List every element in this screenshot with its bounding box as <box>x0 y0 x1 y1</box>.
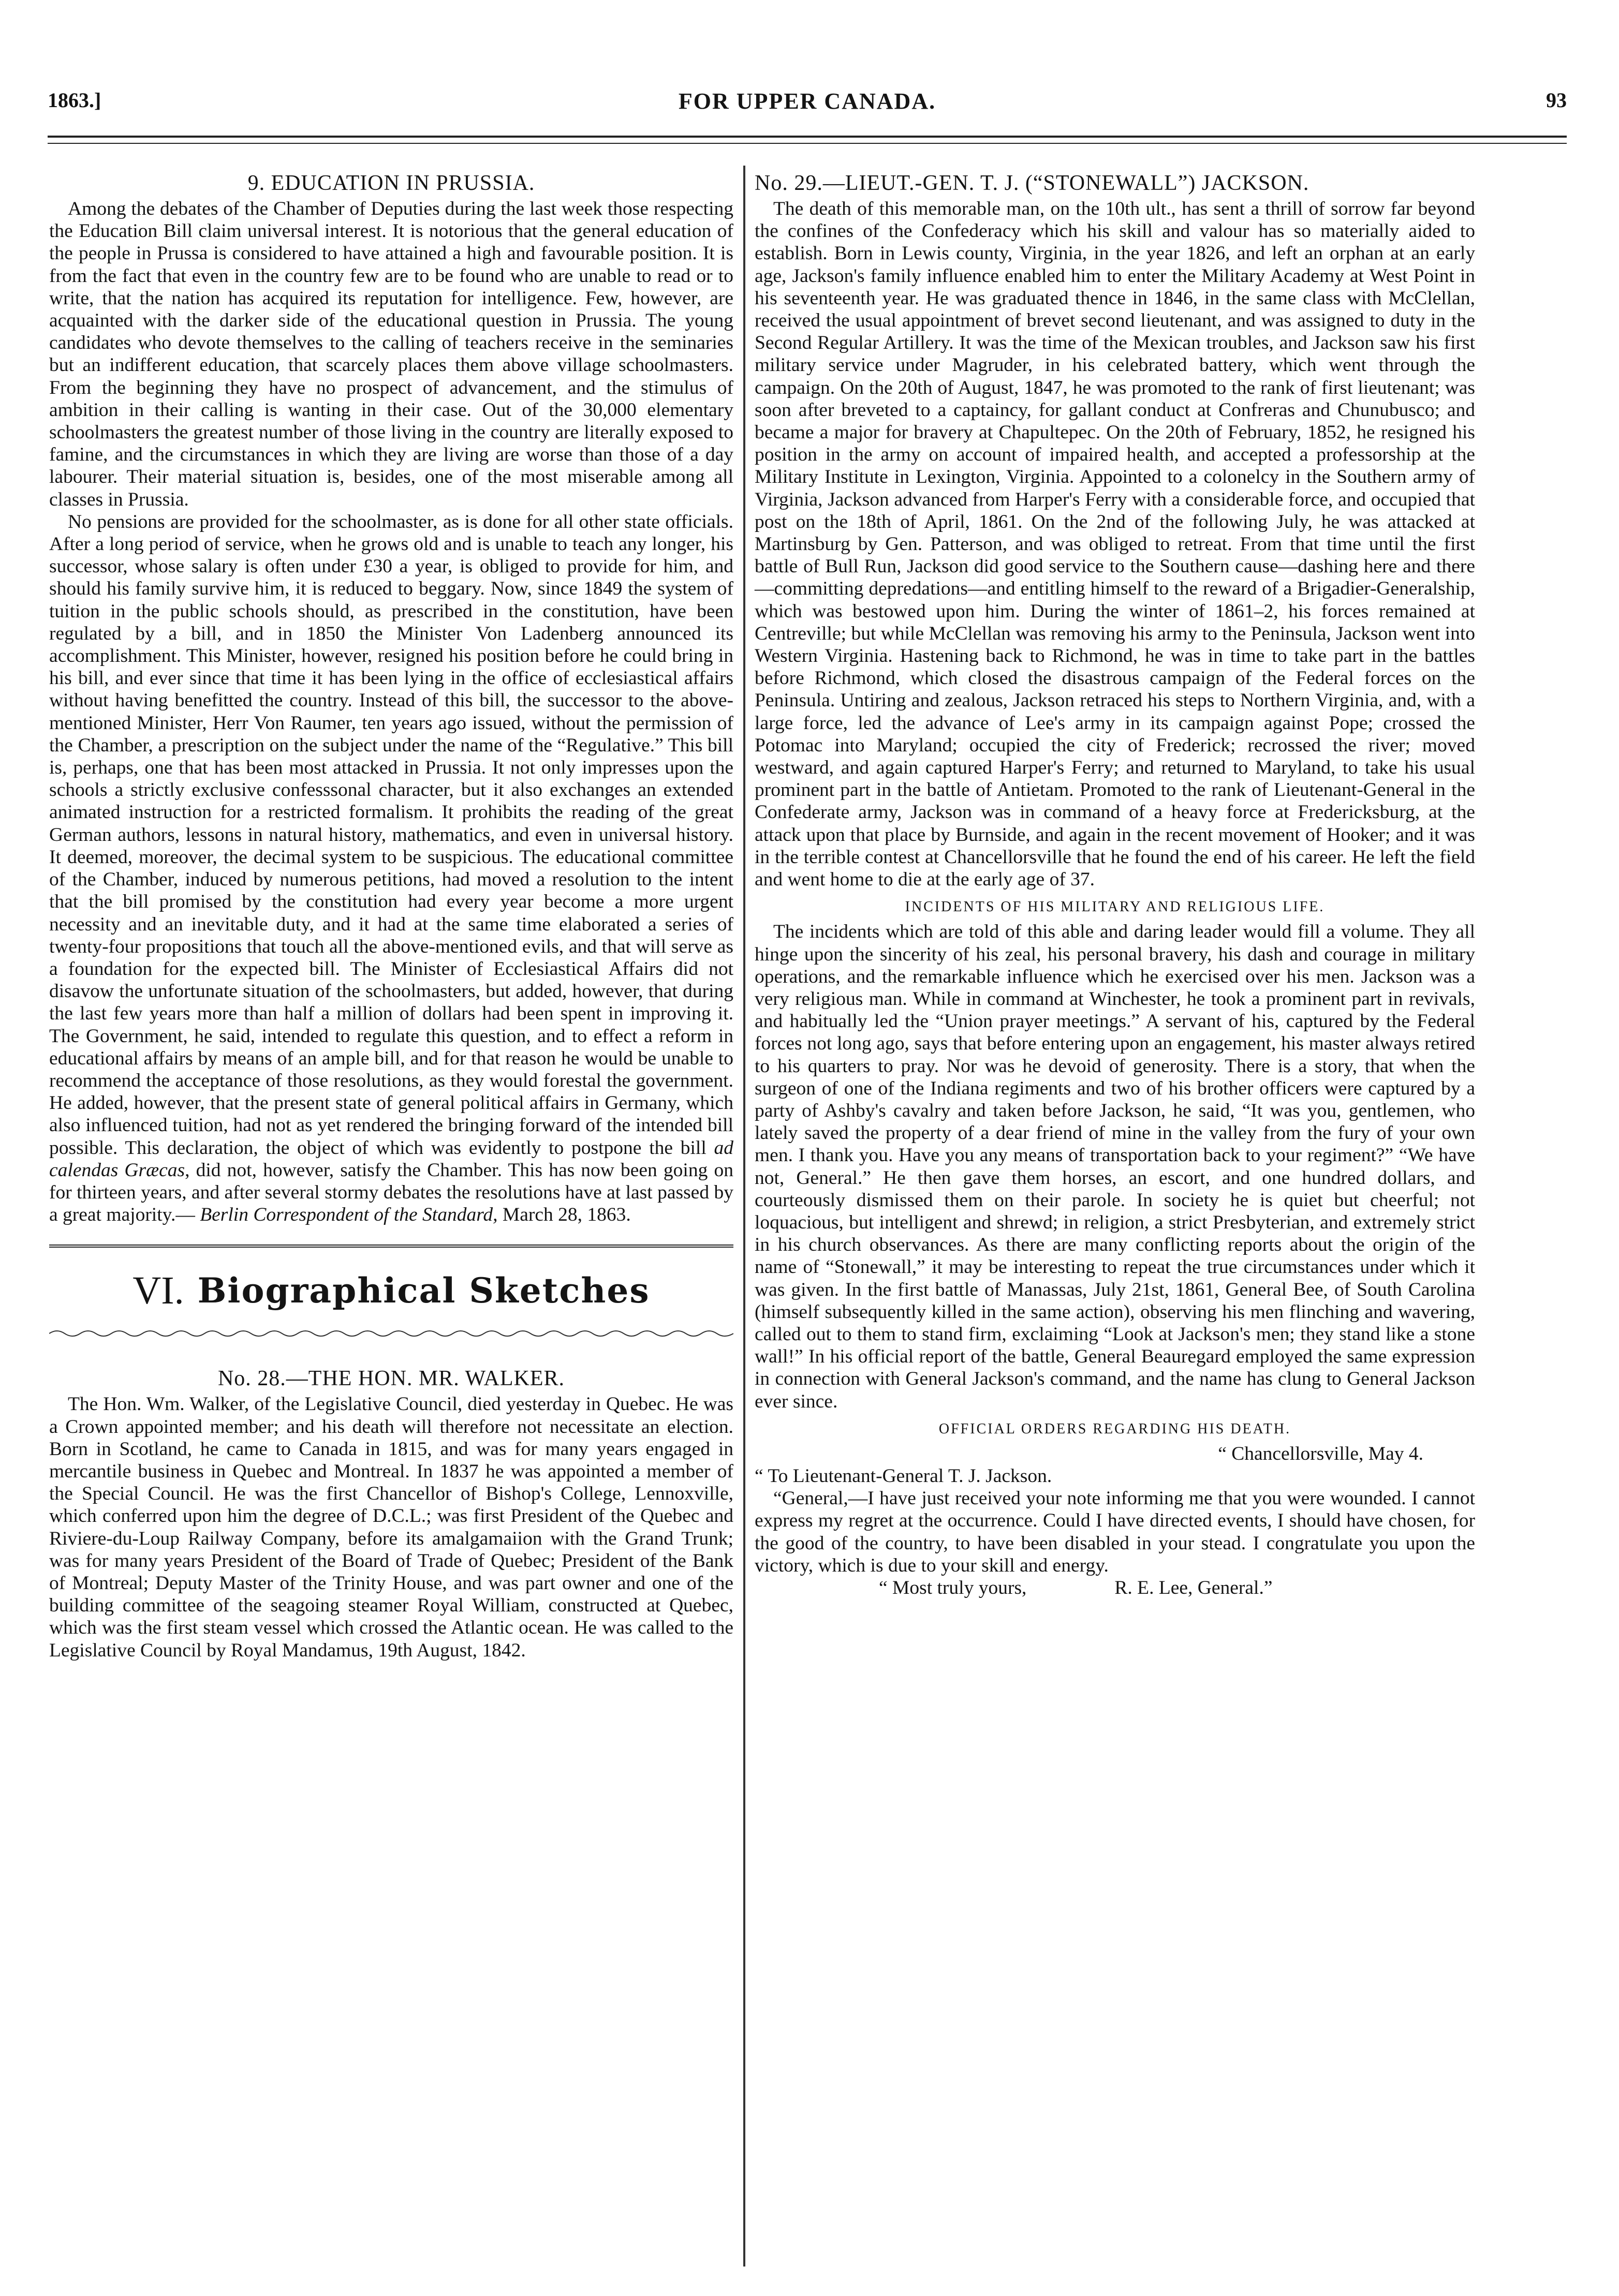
right-column <box>755 171 1475 1599</box>
article-paragraph <box>49 511 733 1226</box>
running-head-year: 1863.] <box>48 88 101 112</box>
wavy-rule <box>49 1327 733 1340</box>
article-heading-walker: No. 28.—THE HON. MR. WALKER. <box>217 1367 565 1391</box>
paragraph-text: No pensions are provided for the schoolmaster, as is done for all other state officials. After a long period of service, when he grows old and is unable to teach any longer, his successor, whose salary is often under £30 a year, is obliged to provide for him, and should his family survive him, it is reduced to beggary. Now, since 1849 the system of tuition in the public schools should, as prescribed in the constitution, have been regulated by a bill, and in 1850 the Minister Von Ladenberg announced its accomplishment. This Minister, however, resigned his position before he could bring in his bill, and ever since that time it has been lying in the office of ecclesiastical affairs without having benefitted the country. Instead of this bill, the successor to the above-mentioned Minister, Herr Von Raumer, ten years ago issued, without the permission of the Chamber, a prescription on the subject under the name of the “Regulative.” This bill is, perhaps, one that has been most attacked in Prussia. It not only impresses upon the schools a strictly exclusive confesssonal character, but it also exchanges an extended animated instruction for a restricted formalism. It prohibits the reading of the great German authors, lessons in natural history, mathematics, and even in universal history. It deemed, moreover, the decimal system to be suspicious. The educational committee of the Chamber, induced by numerous petitions, had moved a resolution to the intent that the bill promised by the constitution had every year become a more urgent necessity and an inevitable duty, and it had at the same time elaborated a series of twenty-four propositions that touch all the above-mentioned evils, and that will serve as a foundation for the expected bill. The Minister of Ecclesiastical Affairs did not disavow the unfortunate situation of the schoolmasters, but added, however, that during the last few years more than half a million of dollars had been spent in improving it. The Government, he said, intended to regulate this question, and to effect a reform in educational affairs by means of an ample bill, and for that reason he would be unable to recommend the acceptance of those resolutions, as they would forestal the government. He added, however, that the present state of general political affairs in Germany, which also influenced tuition, had not as yet rendered the bringing forward of the intended bill possible. This declaration, the object of which was evidently to postpone the bill <box>49 511 733 1159</box>
part-number: VI. <box>133 1268 184 1312</box>
left-column <box>49 171 733 1662</box>
article-paragraph: The death of this memorable man, on the 10th ult., has sent a thrill of sorrow far beyond the confines of the Confederacy which his skill and valour has so materially aided to establish. Born in Lewis county, Virginia, in the year 1826, and left an orphan at an early age, Jackson's family influence enabled him to enter the Military Academy at West Point in his seventeenth year. He was graduated thence in 1846, in the same class with McClellan, received the usual appointment of brevet second lieutenant, and was assigned to duty in the Second Regular Artillery. It was the time of the Mexican troubles, and Jackson saw his first military service under Magruder, in his celebrated battery, which went through the campaign. On the 20th of August, 1847, he was promoted to the rank of first lieutenant; was soon after breveted to a captaincy, for gallant conduct at Confreras and Chunubusco; and became a major for bravery at Chapultepec. On the 20th of February, 1852, he resigned his position in the army on account of impaired health, and accepted a professorship at the Military Institute in Lexington, Virginia. Appointed to a colonelcy in the Southern army of Virginia, Jackson advanced from Harper's Ferry with a considerable force, and occupied that post on the 18th of April, 1861. On the 2nd of the following July, he was attacked at Martinsburg by Gen. Patterson, and was obliged to retreat. From that time until the first battle of Bull Run, Jackson did good service to the Southern cause—dashing here and there—committing depredations—and entitling himself to the reward of a Brigadier-Generalship, which was bestowed upon him. During the winter of 1861–2, his forces remained at Centreville; but while McClellan was removing his army to the Peninsula, Jackson went into Western Virginia. Hastening back to Richmond, he was in time to take part in the battles before Richmond, which closed the disastrous campaign of the Federal forces on the Peninsula. Untiring and zealous, Jackson retraced his steps to Northern Virginia, and, with a large force, led the advance of Lee's army in its campaign against Pope; crossed the Potomac into Maryland; occupied the city of Frederick; recrossed the river; moved westward, and again captured Harper's Ferry; and returned to Maryland, to take his usual prominent part in the battle of Antietam. Promoted to the rank of Lieutenant-General in the Confederate army, Jackson was in command of a heavy force at Fredericksburg, at the attack upon that place by Burnside, and again in the recent movement of Hooker; and it was in the terrible contest at Chancellorsville that he found the end of his career. He left the field and went home to die at the early age of 37. <box>755 198 1475 891</box>
column-divider <box>743 166 745 2267</box>
source-citation: Berlin Correspondent of the Standard, <box>200 1204 498 1226</box>
citation-date: March 28, 1863. <box>497 1204 631 1226</box>
part-heading <box>49 1267 733 1314</box>
part-title: Biographical Sketches <box>197 1270 650 1311</box>
article-heading-jackson: No. 29.—LIEUT.-GEN. T. J. (“STONEWALL”) JACKSON. <box>755 171 1309 195</box>
subheading-official-orders: OFFICIAL ORDERS REGARDING HIS DEATH. <box>938 1420 1291 1437</box>
letter-dateline: “ Chancellorsville, May 4. <box>1218 1443 1423 1464</box>
running-head-title: FOR UPPER CANADA. <box>678 88 936 114</box>
subheading-incidents: INCIDENTS OF HIS MILITARY AND RELIGIOUS LIFE. <box>905 899 1325 915</box>
running-head <box>48 88 1567 124</box>
paragraph-text: , did not, however, satisfy the Chamber. This has now been going on for thirteen years, and after several stormy debates the resolutions have at last passed by a great majority.— <box>49 1159 733 1226</box>
letter-signature <box>755 1577 1475 1599</box>
section-separator <box>49 1245 733 1248</box>
article-paragraph: Among the debates of the Chamber of Deputies during the last week those respecting the Education Bill claim universal interest. It is notorious that the general education of the people in Prussa is considered to have attained a high and favourable position. It is from the fact that even in the country few are to be found who are unable to read or to write, that the nation has acquired its reputation for intelligence. Few, however, are acquainted with the darker side of the educational question in Prussia. The young candidates who devote themselves to the calling of teachers receive in the seminaries but an indifferent education, that scarcely places them above village schoolmasters. From the beginning they have no prospect of advancement, and the stimulus of ambition in their calling is wanting in their case. Out of the 30,000 elementary schoolmasters the greatest number of those living in the country are literally exposed to famine, and the circumstances in which they are living are worse than those of a day labourer. Their material situation is, besides, one of the most miserable among all classes in Prussia. <box>49 198 733 510</box>
letter-salutation: “ To Lieutenant-General T. J. Jackson. <box>755 1465 1052 1487</box>
letter-body: “General,—I have just received your note informing me that you were wounded. I cannot express my regret at the occurrence. Could I have directed events, I should have chosen, for the good of the country, to have been disabled in your stead. I congratulate you upon the victory, which is due to your skill and energy. <box>755 1488 1475 1576</box>
header-rule-top <box>48 136 1567 138</box>
letter-signoff: “ Most truly yours, <box>879 1577 1027 1598</box>
article-paragraph: The incidents which are told of this able and daring leader would fill a volume. They all hinge upon the sincerity of his zeal, his personal bravery, his dash and courage in military operations, and the remarkable influence which he exercised over his men. Jackson was a very religious man. While in command at Winchester, he took a prominent part in revivals, and habitually led the “Union prayer meetings.” A servant of his, captured by the Federal forces not long ago, says that before entering upon an engagement, his master always retired to his quarters to pray. Nor was he devoid of generosity. There is a story, that when the surgeon of one of the Indiana regiments and two of his brother officers were captured by a party of Ashby's cavalry and taken before Jackson, he said, “It was you, gentlemen, who lately saved the property of a dear friend of mine in the valley from the fury of your own men. I thank you. Have you any means of transportation back to your regiment?” “We have not, General.” He then gave them horses, an escort, and one hundred dollars, and courteously dismissed them on their parole. In society he is quiet but cheerful; not loquacious, but intelligent and shrewd; in religion, a strict Presbyterian, and extremely strict in his church observances. As there are many conflicting reports about the origin of the name of “Stonewall,” it may be interesting to repeat the true circumstances under which it was given. In the first battle of Manassas, July 21st, 1861, General Bee, of South Carolina (himself subsequently killed in the same action), observing his men flinching and wavering, called out to them to stand firm, exclaiming “Look at Jackson's men; they stand like a stone wall!” In his official report of the battle, General Beauregard employed the same expression in connection with General Jackson's command, and the name has clung to General Jackson ever since. <box>755 921 1475 1412</box>
article-heading-education-in-prussia: 9. EDUCATION IN PRUSSIA. <box>247 171 535 195</box>
letter-signer: R. E. Lee, General.” <box>1114 1577 1273 1598</box>
latin-phrase: ad calendas Græcas <box>49 1137 734 1181</box>
header-rule-bottom <box>48 143 1567 144</box>
page-number: 93 <box>1546 88 1567 112</box>
article-paragraph: The Hon. Wm. Walker, of the Legislative Council, died yesterday in Quebec. He was a Crown appointed member; and his death will therefore not necessitate an election. Born in Scotland, he came to Canada in 1815, and was for many years engaged in mercantile business in Quebec and Montreal. In 1837 he was appointed a member of the Special Council. He was the first Chancellor of Bishop's College, Lennoxville, which conferred upon him the degree of D.C.L.; was first President of the Quebec and Riviere-du-Loup Railway Company, before its amalgamaiion with the Grand Trunk; was for many years President of the Board of Trade of Quebec; President of the Bank of Montreal; Deputy Master of the Trinity House, and was part owner and one of the building committee of the seagoing steamer Royal William, constructed at Quebec, which was the first steam vessel which crossed the Atlantic ocean. He was called to the Legislative Council by Royal Mandamus, 19th August, 1842. <box>49 1394 733 1661</box>
